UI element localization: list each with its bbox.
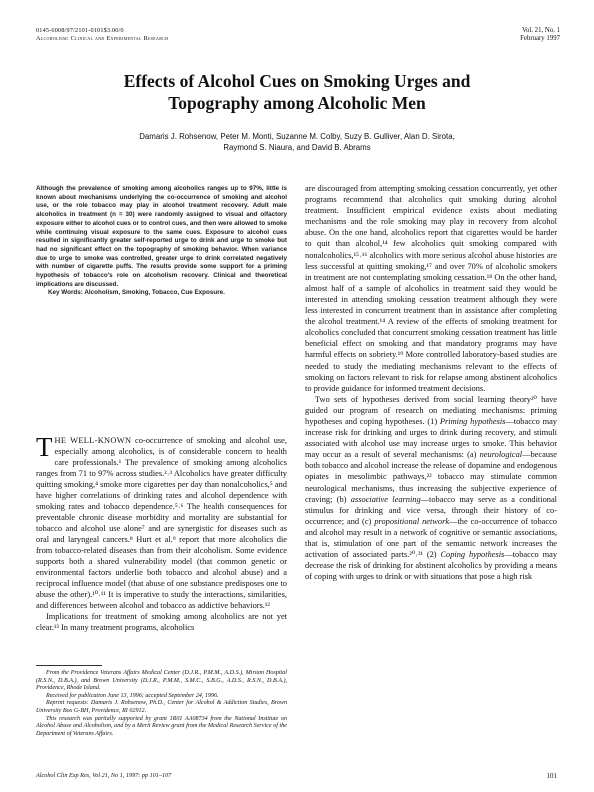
lead-in: HE WELL-KNOWN <box>54 436 132 445</box>
footnote-reprints: Reprint requests: Damaris J. Rohsenow, Ph.D., Center for Alcohol & Addiction Studies, Brown University Box G-BH, Providence, RI 02912. <box>36 700 287 714</box>
footnote-divider <box>36 665 102 666</box>
issue-date: February 1997 <box>520 35 560 42</box>
text-run: Two sets of hypotheses derived from social learning theory²⁰ have guided our program of research on mediating mechanisms: priming hypotheses and coping hypotheses. (1) <box>305 394 557 426</box>
footnote-received: Received for publication June 13, 1996; accepted September 24, 1996. <box>46 692 219 699</box>
abstract-text: Although the prevalence of smoking among alcoholics ranges up to 97%, little is known about mechanisms underlying the co-occurrence of smoking and alcohol use, or the role tobacco may play in alcohol treatment recovery. Adult male alcoholics in treatment (n = 30) were randomly assigned to visual and olfactory exposure either to alcohol cues or to control cues, and then were allowed to smoke while continuing visual exposure to the same cues. Exposure to alcohol cues resulted in significantly greater self-reported urge to drink and urge to smoke but had no significant effect on the topography of smoking behavior. When variance due to urge to smoke was controlled, greater urge to drink correlated negatively with number of cigarette puffs. The results provide some support for a priming hypothesis of tobacco's role on alcoholism recovery. Clinical and theoretical implications are discussed. <box>36 185 287 288</box>
italic-term: associative learning <box>350 494 421 504</box>
authors-line-2: Raymond S. Niaura, and David B. Abrams <box>223 143 371 152</box>
footnote-funding: This research was partially supported by grant 1R01 AA08734 from the National Institute on Alcohol Abuse and Alcoholism, and by a Merit Review grant from the Medical Research Service of the Department of Veterans Affairs. <box>36 715 287 737</box>
article-title <box>40 70 554 114</box>
keywords: Key Words: Alcoholism, Smoking, Tobacco, Cue Exposure. <box>48 289 225 297</box>
issn-line: 0145-6008/97/2101-0101$3.00/0 <box>36 27 124 34</box>
title-line-2: Topography among Alcoholic Men <box>168 93 426 113</box>
text-run: —tobacco may serve as a conditional stimulus for drinking and vice versa, through their history of co-occurrence; and (c) <box>305 494 557 526</box>
journal-name: Alcoholism: Clinical and Experimental Research <box>36 35 169 42</box>
footnote-affiliation: From the Providence Veterans Affairs Medical Center (D.J.R., P.M.M., A.D.S.), Miriam Hospital (R.S.N., D.B.A.), and Brown University (D.J.R., P.M.M., S.M.C., S.B.G., A.D.S., R.S.N., D.B.A.), Providence, Rhode Island. <box>36 670 287 692</box>
italic-term: Coping hypothesis <box>440 550 505 560</box>
right-paragraph-1: are discouraged from attempting smoking cessation concurrently, yet other programs recommend that alcoholics quit smoking during alcohol treatment. Insufficient empirical evidence exists about mediating mechanisms and the role smoking may play in recovery from alcohol abuse. On the one hand, alcoholics report that cigarettes would be harder to quit than alcohol,¹⁴ few alcoholics quit smoking compared with nonalcoholics,¹⁵˒¹⁶ alcoholics with more serious alcohol abuse histories are less successful at quitting smoking,¹⁷ and over 70% of alcoholic smokers in treatment are not contemplating smoking cessation.¹⁸ On the other hand, almost half of a sample of alcoholics in treatment said they would be interested in attending smoking cessation treatment although they were less interested in concurrent treatment than in assistance after completing the alcohol treatment.¹⁴ A review of the effects of smoking treatment for alcoholics concluded that concurrent smoking cessation treatment has little beneficial effect on smoking and that mandatory programs may have harmful effects on sobriety.¹⁹ More controlled laboratory-based studies are needed to study the mediating mechanisms relevant to the effects of smoking on factors relevant to risk for relapse among abstinent alcoholics to provide guidance for informed treatment decisions. <box>305 184 557 393</box>
authors-line-1: Damaris J. Rohsenow, Peter M. Monti, Suzanne M. Colby, Suzy B. Gulliver, Alan D. Sirota, <box>139 132 455 141</box>
abstract <box>36 185 287 298</box>
title-line-1: Effects of Alcohol Cues on Smoking Urges and <box>123 71 471 91</box>
italic-term: Priming hypothesis <box>439 416 506 426</box>
footer-citation: Alcohol Clin Exp Res, Vol 21, No 1, 1997: pp 101–107 <box>36 772 172 779</box>
footnotes <box>36 670 287 738</box>
text-run: —because both tobacco and alcohol increase the release of dopamine and endogenous opiates in mesolimbic pathways,²² tobacco may stimulate common neurological mechanisms, thus increasing the subjective experience of craving; (b) <box>305 450 557 504</box>
text-run: —tobacco may increase risk for drinking and urges to drink during recovery, and stimuli associated with alcohol use may increase urges to smoke. This behavior may occur as a result of several mechanisms: (a) <box>305 416 557 460</box>
italic-term: propositional network <box>374 516 450 526</box>
drop-cap: T <box>36 432 53 462</box>
right-column-body <box>305 183 557 582</box>
intro-paragraph-1-text: co-occurrence of smoking and alcohol use, especially among alcoholics, is of considerable concern to health care professionals.¹ The prevalence of smoking among alcoholics ranges from 71 to 97% across studies.²˒³ Alcoholics have greater difficulty quitting smoking,⁴ smoke more cigarettes per day than nonalcoholics,⁵ and have higher correlations of drinking rates and alcohol dependence with smoking rates and tobacco dependence.⁵˒⁶ The health consequences for preventable chronic disease morbidity and mortality are substantial for tobacco and alcohol use alone⁷ and are synergistic for diseases such as oral and laryngeal cancers.⁸ Hurt et al.⁹ report that more alcoholics die from tobacco-related diseases than from their alcoholism. Some evidence supports both a shared vulnerability model (that common genetic or environmental factors underlie both tobacco and alcohol abuse) and a reciprocal influence model (that abuse of one substance predisposes one to abuse the other).¹⁰˒¹¹ It is imperative to study the interactions, similarities, and differences between alcohol and tobacco as addictive behaviors.¹² <box>36 436 287 610</box>
text-run: —tobacco may decrease the risk of drinking for abstinent alcoholics by providing a means of coping with urges to drink or with situations that pose a high risk <box>305 550 558 582</box>
running-header-right <box>520 27 560 43</box>
text-run: —the co-occurrence of tobacco and alcohol may result in a network of cognitive or semantic associations, that is, stimulation of one part of the semantic network increases the activation of associated parts.²⁰˒²¹ (2) <box>305 516 557 560</box>
left-column-body <box>36 432 287 633</box>
right-paragraph-2 <box>305 394 557 583</box>
intro-paragraph-2: Implications for treatment of smoking among alcoholics are not yet clear.¹³ In many treatment programs, alcoholics <box>36 612 287 632</box>
page-number: 101 <box>546 772 557 780</box>
intro-paragraph-1 <box>36 432 287 611</box>
volume-line: Vol. 21, No. 1 <box>521 27 560 34</box>
italic-term: neurological <box>479 450 523 460</box>
author-list <box>80 131 514 153</box>
running-header-left <box>36 27 168 43</box>
